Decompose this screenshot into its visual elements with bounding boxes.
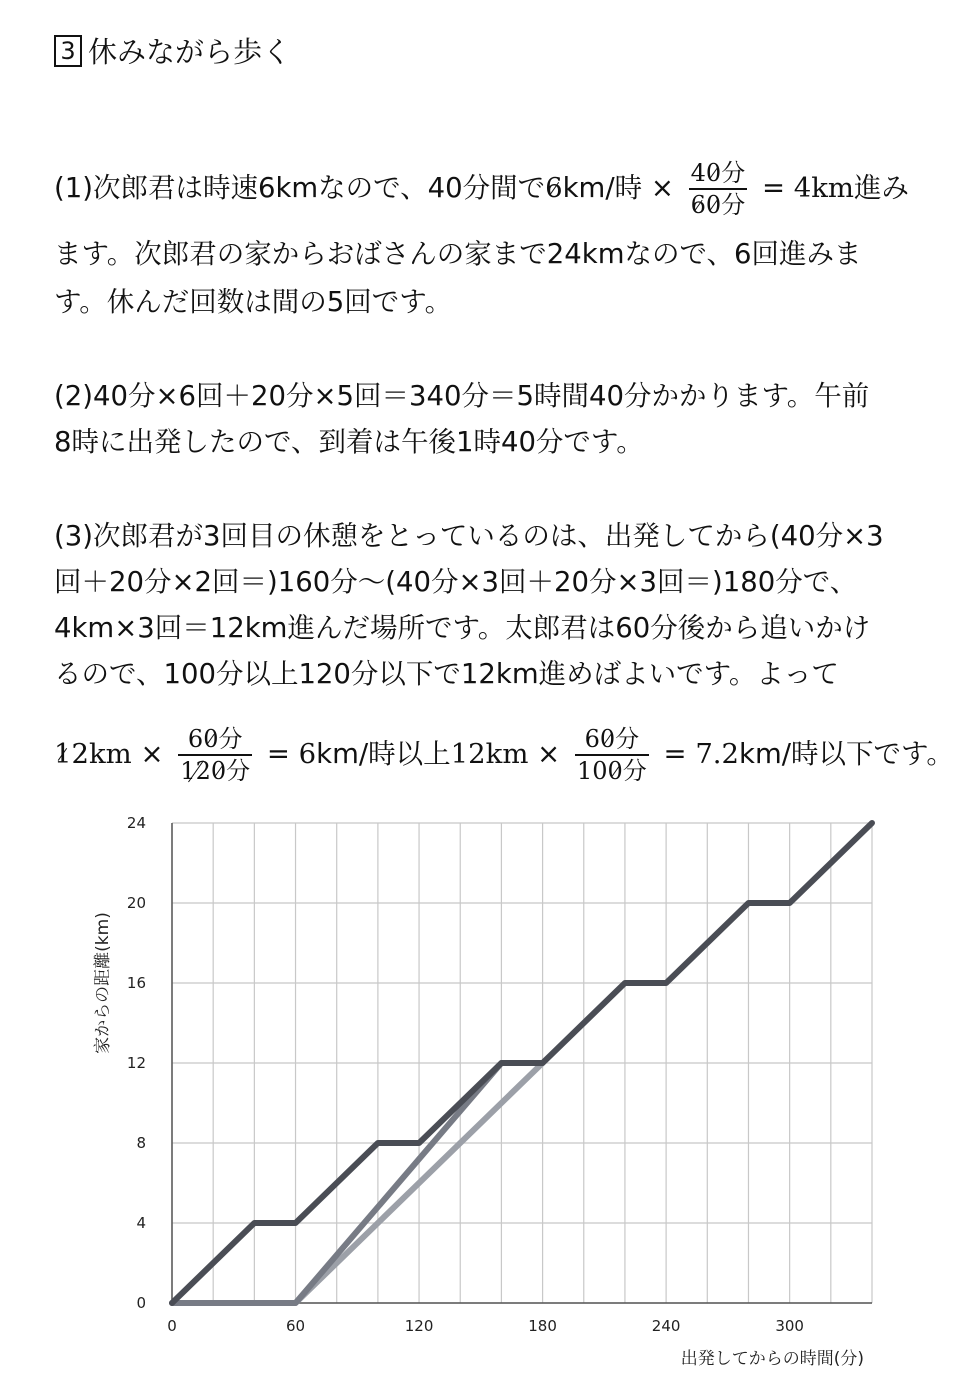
p2-line2: 8時に出発したので、到着は午後1時40分です。	[54, 426, 644, 458]
y-tick-label: 24	[126, 814, 146, 832]
fraction-60-100: $\frac{\text{60分}}{\text{100分}}$	[576, 725, 647, 785]
p3-line4: るので、100分以上120分以下で12km進めばよいです。よって	[54, 658, 839, 690]
y-tick-label: 4	[136, 1214, 146, 1232]
x-tick-label: 240	[651, 1317, 681, 1335]
section-number: 3	[54, 35, 82, 67]
p3-equation-line: 12km × $\frac{\text{60分}}{\text{120分}}$ = 6km/時以上12km × $\frac{\text{60分}}{\text{100分}}$ = 7.2km/時以下です。	[54, 725, 954, 785]
x-tick-label: 60	[285, 1317, 306, 1335]
x-tick-label: 0	[167, 1317, 177, 1335]
x-tick-label: 180	[528, 1317, 557, 1335]
chart-ticks	[127, 814, 804, 1335]
y-tick-label: 20	[126, 894, 146, 912]
p3-line2: 回＋20分×2回＝)160分～(40分×3回＋20分×3回＝)180分で、	[54, 566, 858, 598]
section-title: 休みながら歩く	[88, 35, 292, 69]
y-tick-label: 0	[136, 1294, 146, 1312]
x-tick-label: 300	[775, 1317, 804, 1335]
fraction-40-60: $\frac{\text{40分}}{\text{60分}}$	[690, 159, 746, 219]
p3-line3: 4km×3回＝12km進んだ場所です。太郎君は60分後から追いかけ	[54, 612, 871, 644]
distance-time-chart	[0, 780, 968, 1390]
y-tick-label: 16	[126, 974, 146, 992]
fraction-60-120: $\frac{\text{60分}}{\text{120分}}$	[180, 725, 251, 785]
section-heading	[54, 30, 291, 74]
p1-line3: す。休んだ回数は間の5回です。	[54, 286, 453, 318]
p1-line1: (1)次郎君は時速6kmなので、40分間で6km/時 × $\frac{\text{40分}}{\text{60分}}$ = 4km進み	[54, 159, 909, 219]
p2-line1: (2)40分×6回＋20分×5回＝340分＝5時間40分かかります。午前	[54, 380, 870, 412]
x-tick-label: 120	[404, 1317, 434, 1335]
p1-line2: ます。次郎君の家からおばさんの家まで24kmなので、6回進みま	[54, 238, 862, 270]
cancelled-six: 6	[545, 168, 563, 208]
x-axis-title: 出発してからの時間(分)	[680, 1349, 864, 1369]
p3-line1: (3)次郎君が3回目の休憩をとっているのは、出発してから(40分×3	[54, 520, 884, 552]
eq2-lhs: 12km	[450, 738, 529, 770]
y-tick-label: 8	[136, 1134, 146, 1152]
y-axis-title: 家からの距離(km)	[93, 912, 113, 1054]
eq1-lhs: 12km	[54, 738, 132, 770]
y-tick-label: 12	[126, 1054, 146, 1072]
